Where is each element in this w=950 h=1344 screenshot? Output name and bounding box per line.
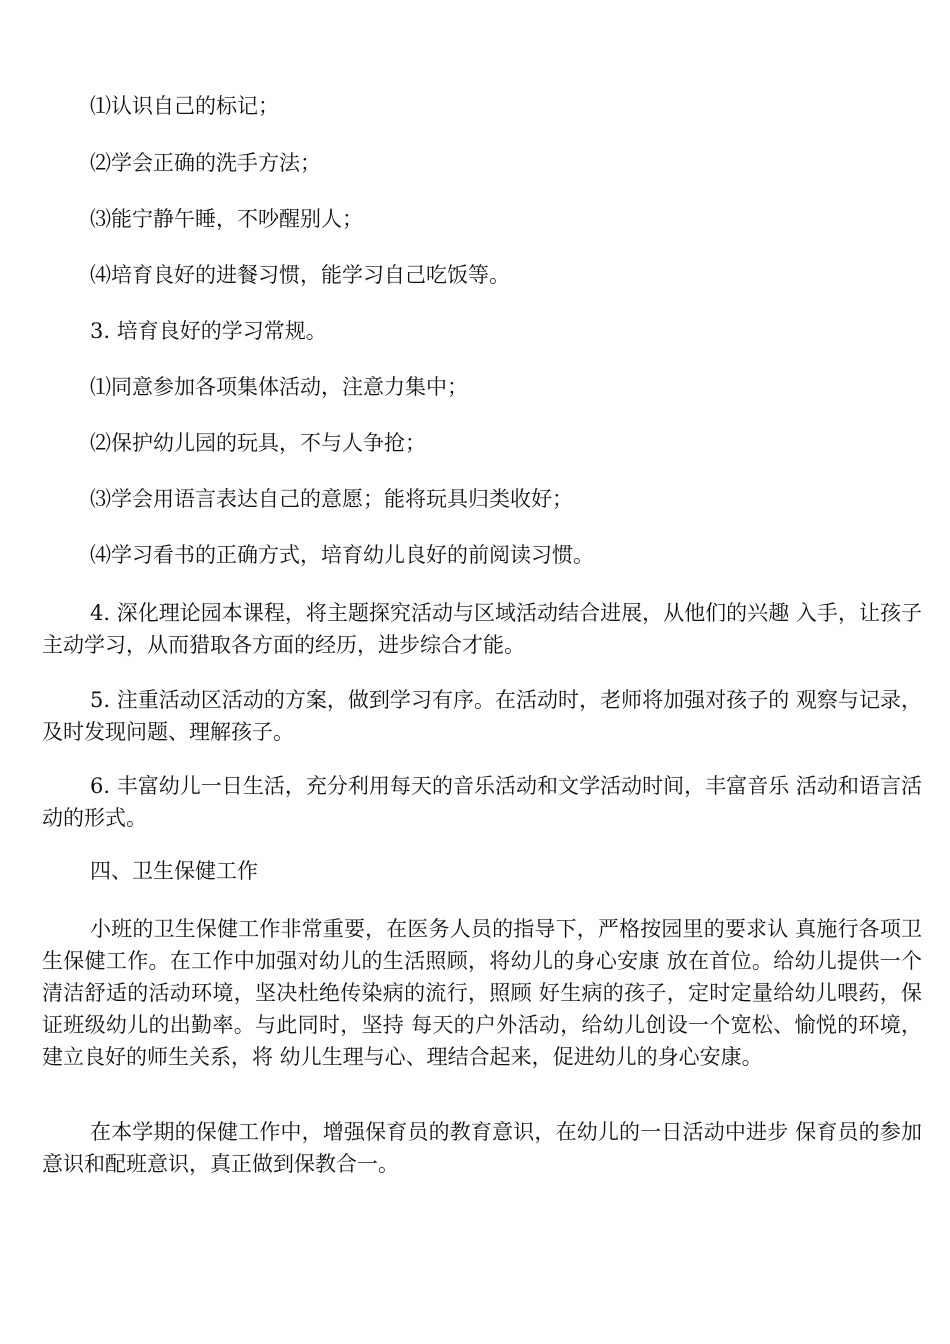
list-item: ⑴认识自己的标记； [90,94,279,118]
list-item: ⑵保护幼儿园的玩具，不与人争抢； [90,431,426,455]
paragraph: 小班的卫生保健工作非常重要，在医务人员的指导下，严格按园里的要求认 真施行各项卫生保健工作。在工作中加强对幼儿的生活照顾，将幼儿的身心安康 放在首位。给幼儿提供一个清洁舒适的活动环境，坚决杜绝传染病的流行，照顾 好生病的孩子，定时定量给幼儿喂药，保证班级幼儿的出勤率。与此同时，坚持 每天的户外活动，给幼儿创设一个宽松、愉悦的环境，建立良好的师生关系，将 幼儿生理与心、理结合起来，促进幼儿的身心安康。 [42,917,922,1069]
paragraph: 在本学期的保健工作中，增强保育员的教育意识，在幼儿的一日活动中进步 保育员的参加意识和配班意识，真正做到保教合一。 [42,1120,922,1176]
list-item: ⑷培育良好的进餐习惯，能学习自己吃饭等。 [90,263,510,287]
list-item: ⑴同意参加各项集体活动，注意力集中； [90,375,468,399]
list-heading: 3. 培育良好的学习常规。 [90,319,327,343]
list-item: ⑷学习看书的正确方式，培育幼儿良好的前阅读习惯。 [90,543,594,567]
list-item: ⑵学会正确的洗手方法； [90,151,321,175]
list-item: ⑶学会用语言表达自己的意愿；能将玩具归类收好； [90,487,573,511]
list-item: ⑶能宁静午睡，不吵醒别人； [90,207,363,231]
paragraph: 4. 深化理论园本课程，将主题探究活动与区域活动结合进展，从他们的兴趣 入手，让孩子主动学习，从而猎取各方面的经历，进步综合才能。 [42,601,922,657]
paragraph: 6. 丰富幼儿一日生活，充分利用每天的音乐活动和文学活动时间，丰富音乐 活动和语言活动的形式。 [42,774,922,830]
section-heading: 四、卫生保健工作 [90,859,258,883]
paragraph: 5. 注重活动区活动的方案，做到学习有序。在活动时，老师将加强对孩子的 观察与记录，及时发现问题、理解孩子。 [42,688,922,744]
